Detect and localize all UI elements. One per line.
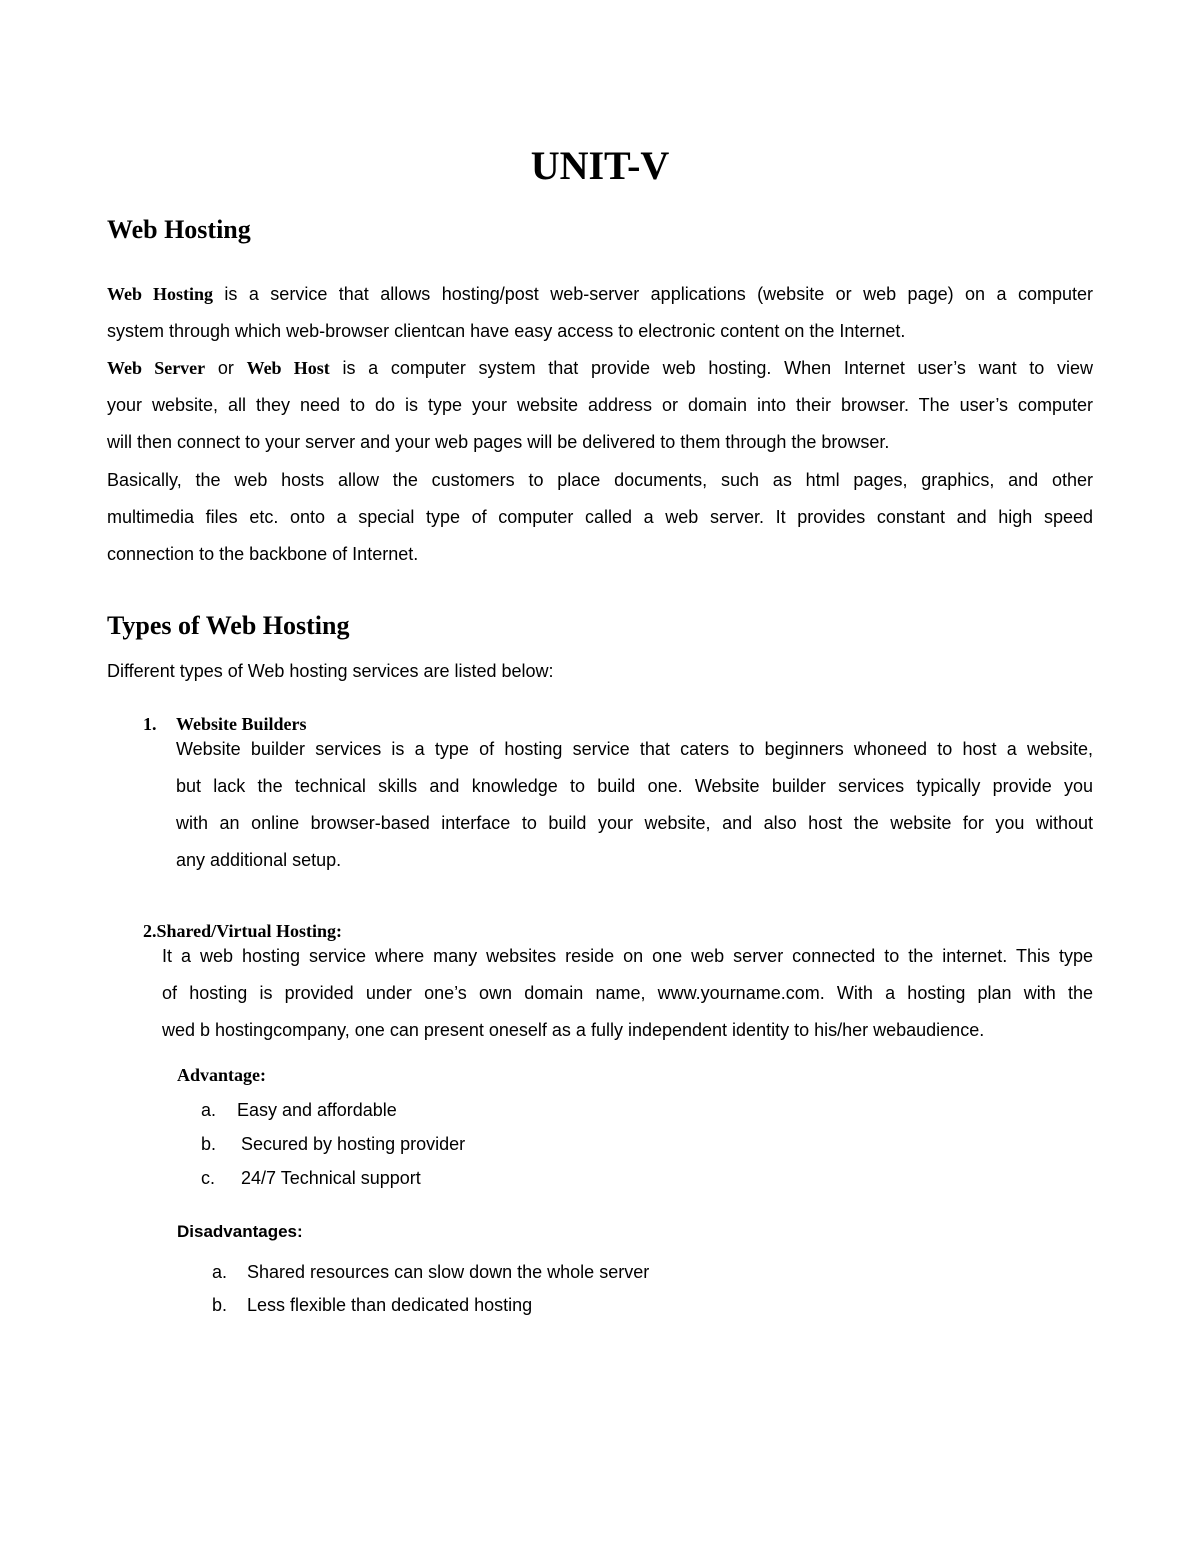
paragraph-line: will then connect to your server and your web pages will be delivered to them through the browser.: [107, 432, 890, 452]
paragraph-line: It a web hosting service where many websites reside on one web server connected to the internet. This type: [162, 946, 1093, 966]
paragraph-line: [107, 350, 1093, 387]
advantage-marker: c.: [201, 1168, 216, 1188]
paragraph-line: Basically, the web hosts allow the customers to place documents, such as html pages, graphics, and other: [107, 470, 1093, 490]
paragraph-shared-hosting: [162, 938, 1093, 1049]
term-web-host: Web Host: [246, 358, 330, 378]
paragraph-line: but lack the technical skills and knowledge to build one. Website builder services typically provide you: [176, 776, 1093, 796]
paragraph-line: your website, all they need to do is type your website address or domain into their browser. The user’s computer: [107, 395, 1093, 415]
advantage-marker: b.: [201, 1134, 217, 1154]
paragraph-line: any additional setup.: [176, 850, 342, 870]
disadvantage-item: Shared resources can slow down the whole server: [247, 1262, 650, 1282]
term-web-server: Web Server: [107, 358, 206, 378]
paragraph-web-hosting-definition: [107, 276, 1093, 350]
section-heading-web-hosting: Web Hosting: [107, 215, 251, 244]
paragraph-basically: [107, 462, 1093, 573]
advantage-heading: Advantage:: [177, 1065, 266, 1085]
paragraph-line: connection to the backbone of Internet.: [107, 544, 419, 564]
paragraph-line: Website builder services is a type of hosting service that caters to beginners whoneed to host a website,: [176, 739, 1093, 759]
term-web-hosting: Web Hosting: [107, 284, 213, 304]
paragraph-text: or: [205, 358, 247, 378]
paragraph-line: wed b hostingcompany, one can present oneself as a fully independent identity to his/her webaudience.: [162, 1020, 985, 1040]
list-number-1: 1.: [143, 714, 157, 734]
item-title-shared-hosting: 2.Shared/Virtual Hosting:: [143, 921, 343, 941]
disadvantage-marker: a.: [212, 1262, 228, 1282]
advantage-marker: a.: [201, 1100, 217, 1120]
advantage-item: Easy and affordable: [237, 1100, 397, 1120]
advantage-item: 24/7 Technical support: [241, 1168, 421, 1188]
paragraph-line: multimedia files etc. onto a special type of computer called a web server. It provides constant and high speed: [107, 507, 1093, 527]
paragraph-line: with an online browser-based interface to build your website, and also host the website for you without: [176, 813, 1093, 833]
paragraph-text: is a service that allows hosting/post web-server applications (website or web page) on a computer: [212, 284, 1093, 304]
advantage-item: Secured by hosting provider: [241, 1134, 466, 1154]
paragraph-line: of hosting is provided under one’s own domain name, www.yourname.com. With a hosting plan with the: [162, 983, 1093, 1003]
paragraph-web-server: [107, 350, 1093, 461]
section-heading-types: Types of Web Hosting: [107, 611, 350, 640]
paragraph-website-builders: [176, 731, 1093, 879]
disadvantage-marker: b.: [212, 1295, 228, 1315]
paragraph-text: is a computer system that provide web hosting. When Internet user’s want to view: [329, 358, 1094, 378]
types-intro: Different types of Web hosting services are listed below:: [107, 661, 554, 681]
page-title: UNIT-V: [530, 143, 670, 188]
paragraph-line: [107, 276, 1093, 313]
disadvantage-item: Less flexible than dedicated hosting: [247, 1295, 533, 1315]
disadvantage-heading: Disadvantages:: [177, 1222, 303, 1241]
paragraph-line: system through which web-browser clientcan have easy access to electronic content on the Internet.: [107, 321, 906, 341]
item-title-website-builders: Website Builders: [176, 714, 307, 734]
